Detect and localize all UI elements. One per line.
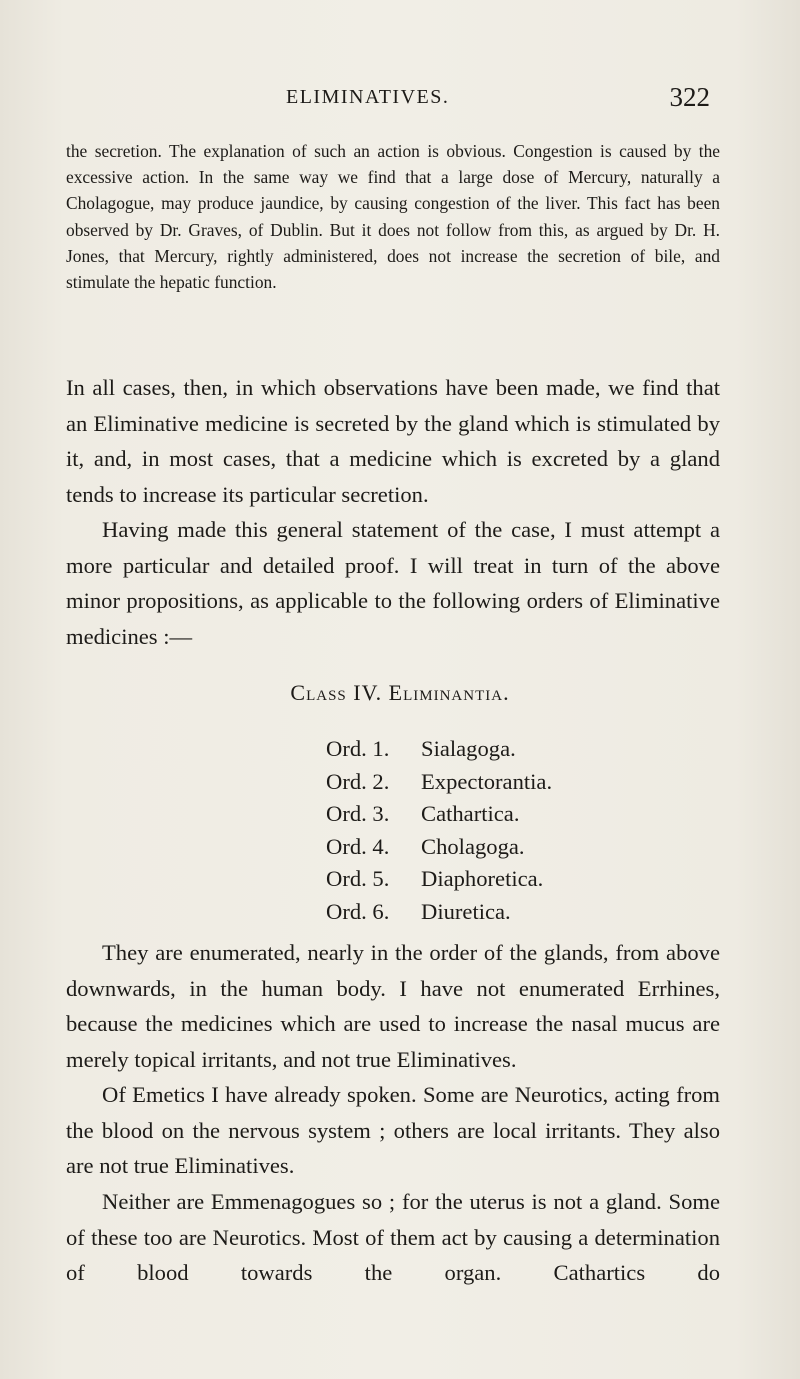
order-item [326,733,552,766]
order-item [326,863,552,896]
orders-list [326,733,552,929]
order-name: Diuretica. [421,898,511,924]
order-item [326,766,552,799]
running-title: ELIMINATIVES. [286,86,450,108]
paragraph-general-statement: Having made this general statement of the case, I must attempt a more particular and detailed proof. I will treat in turn of the above minor propositions, as applicable to the following orders of Eliminative medicines :— [66,517,720,649]
paragraph-emetics: Of Emetics I have already spoken. Some are Neurotics, acting from the blood on the nervous system ; others are local irritants. They also are not true Eliminatives. [66,1082,720,1179]
order-item [326,831,552,864]
paragraph-observations: In all cases, then, in which observations have been made, we find that an Eliminative medicine is secreted by the gland which is stimulated by it, and, in most cases, that a medicine which is excreted by a gland tends to increase its particular secretion. [66,375,720,507]
class-heading: Class IV. Eliminantia. [290,680,510,705]
running-head [0,82,800,118]
order-name: Cholagoga. [421,833,525,859]
order-label: Ord. 6. [326,898,390,924]
order-label: Ord. 2. [326,768,390,794]
order-name: Cathartica. [421,801,520,827]
paragraph-emmenagogues: Neither are Emmenagogues so ; for the uterus is not a gland. Some of these too are Neurotics. Most of them act by causing a determination of blood towards the organ. Cathartics do [66,1189,720,1286]
order-name: Expectorantia. [421,768,553,794]
order-label: Ord. 1. [326,736,390,761]
order-label: Ord. 4. [326,833,390,859]
order-name: Diaphoretica. [421,866,544,892]
page-number: 322 [669,82,710,112]
paragraph-small-print: the secretion. The explanation of such an action is obvious. Congestion is caused by the excessive action. In the same way we find that a large dose of Mercury, naturally a Cholagogue, may produce jaundice, by causing congestion of the liver. This fact has been observed by Dr. Graves, of Dublin. But it does not follow from this, as argued by Dr. H. Jones, that Mercury, rightly administered, does not increase the secretion of bile, and stimulate the hepatic function. [66,141,720,293]
order-name: Sialagoga. [421,736,516,761]
order-item [326,896,552,929]
order-label: Ord. 3. [326,801,390,827]
order-item [326,798,552,831]
order-label: Ord. 5. [326,866,390,892]
paragraph-enumeration: They are enumerated, nearly in the order of the glands, from above downwards, in the human body. I have not enumerated Errhines, because the medicines which are used to increase the nasal mucus are merely topical irritants, and not true Eliminatives. [66,940,720,1072]
